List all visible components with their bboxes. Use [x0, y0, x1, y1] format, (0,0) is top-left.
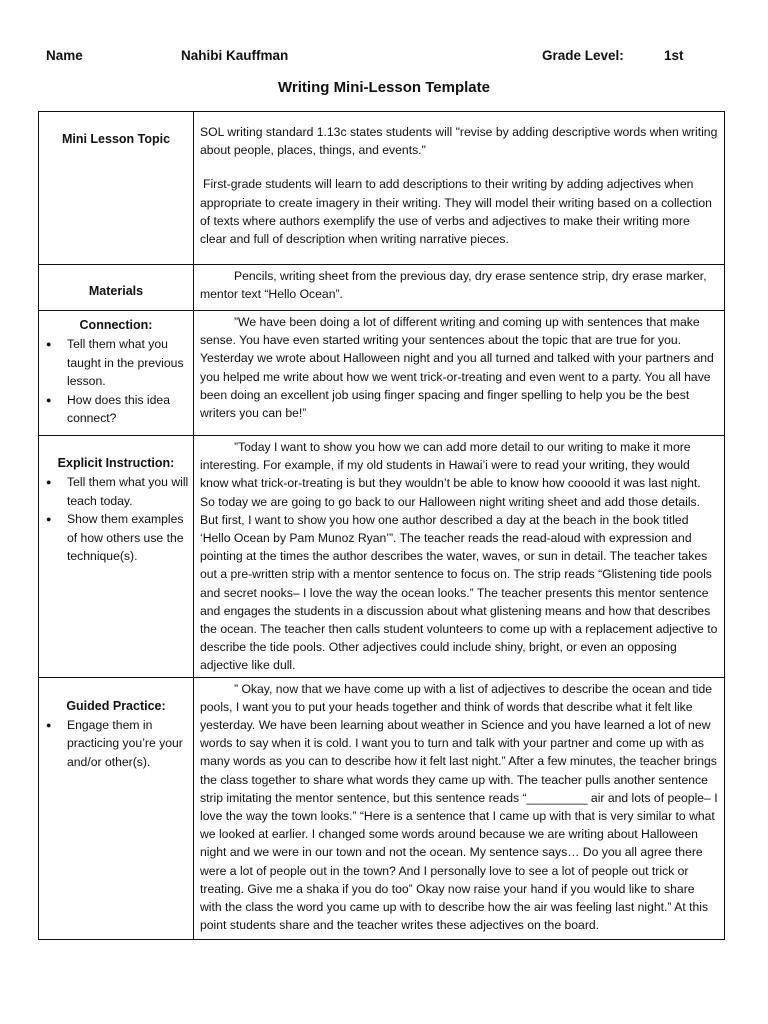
materials-text: Pencils, writing sheet from the previous day, dry erase sentence strip, dry erase marker, mentor text “Hello Ocean”.	[200, 269, 707, 302]
guided-content-cell	[194, 677, 725, 939]
list-item: ● Show them examples of how others use the technique(s).	[67, 510, 189, 566]
row-materials	[39, 265, 725, 311]
materials-content-cell	[194, 265, 725, 311]
header-row	[0, 48, 768, 68]
lesson-table	[38, 111, 725, 940]
row-topic	[39, 112, 725, 265]
row-connection	[39, 311, 725, 436]
topic-description-text: First-grade students will learn to add descriptions to their writing by adding adjectives when appropriate to create imagery in their writing. They will model their writing based on a collection of texts where authors exemplify the use of verbs and adjectives to make their writing more clear and full of description when writing narrative pieces.	[200, 177, 712, 247]
topic-standard-text: SOL writing standard 1.13c states students will "revise by adding descriptive words when writing about people, places, things, and events."	[200, 125, 718, 158]
connection-text: ”We have been doing a lot of different writing and coming up with sentences that make sense. You have even started writing your sentences about the topic that are true for you. Yesterday we wrote about Halloween night and you all turned and talked with your partners and you helped me write about how we went trick-or-treating and even went to a party. You all have been doing an excellent job using finger spacing and finger spelling to help you be the best writers you can be!”	[200, 315, 714, 421]
connection-label: Connection:	[79, 318, 153, 332]
name-value: Nahibi Kauffman	[181, 48, 289, 63]
explicit-content-cell	[194, 436, 725, 678]
connection-content-cell	[194, 311, 725, 436]
explicit-bullets	[39, 473, 193, 566]
explicit-instruction-text: ”Today I want to show you how we can add more detail to our writing to make it more interesting. For example, if my old students in Hawai’i were to read your writing, they would know what trick-or-treating is but they wouldn’t be able to know how coooold it was last night. So today we are going to go back to our Halloween night writing sheet and add those details. But first, I want to show you how one author described a day at the beach in the book titled ‘Hello Ocean by Pam Munoz Ryan’”. The teacher reads the read-aloud with expression and pointing at the times the author describes the water, waves, or sun in detail. The teacher takes out a pre-written strip with a mentor sentence to focus on. The strip reads “Glistening tide pools and secret nooks– I love the way the ocean looks.” The teacher presents this mentor sentence and engages the students in a discussion about what glistening means and how that describes the ocean. The teacher then calls student volunteers to come up with a replacement adjective to describe the tide pools. Other adjectives could include shiny, bright, or even an opposing adjective like dull.	[200, 440, 718, 673]
topic-content-cell	[194, 112, 725, 265]
list-item: ● Engage them in practicing you’re your and/or other(s).	[67, 716, 189, 772]
connection-label-cell	[39, 311, 194, 436]
materials-label-cell	[39, 265, 194, 311]
list-item: ● Tell them what you taught in the previous lesson.	[67, 335, 189, 391]
explicit-instruction-label: Explicit Instruction:	[57, 456, 175, 470]
topic-label-cell	[39, 112, 194, 265]
explicit-label-cell	[39, 436, 194, 678]
guided-label-cell	[39, 677, 194, 939]
name-label: Name	[46, 48, 83, 63]
row-explicit-instruction	[39, 436, 725, 678]
guided-practice-label: Guided Practice:	[66, 698, 166, 713]
topic-label: Mini Lesson Topic	[61, 132, 171, 146]
grade-level-value: 1st	[664, 48, 684, 63]
grade-level-label: Grade Level:	[542, 48, 624, 63]
connection-bullets	[39, 335, 193, 428]
document-title: Writing Mini-Lesson Template	[278, 79, 490, 96]
guided-bullets	[39, 716, 193, 772]
guided-practice-text: ” Okay, now that we have come up with a list of adjectives to describe the ocean and tide pools, I want you to put your heads together and think of words that describe what it felt like yesterday. We have been learning about weather in Science and you have learned a lot of new words to say when it is cold. I want you to turn and talk with your partner and come up with as many words as you can to describe how it felt last night.” After a few minutes, the teacher brings the class together to share what words they came up with. The teacher pulls another sentence strip imitating the mentor sentence, but this sentence reads “_________ air and lots of people– I love the way the town looks.” “Here is a sentence that I came up with that is very similar to what we looked at earlier. I changed some words around because we are writing about Halloween night and we were in our town and not the ocean. My sentence says… Do you all agree there were a lot of people out in the town? And I personally love to see a lot of people out trick or treating. Give me a shaka if you do too” Okay now raise your hand if you would like to share with the class the word you came up with to describe how the air was feeling last night.” At this point students share and the teacher writes these adjectives on the board.	[200, 681, 718, 933]
list-item: ● Tell them what you will teach today.	[67, 473, 189, 510]
materials-label: Materials	[88, 284, 144, 298]
list-item: ● How does this idea connect?	[67, 391, 189, 428]
row-guided-practice	[39, 677, 725, 939]
